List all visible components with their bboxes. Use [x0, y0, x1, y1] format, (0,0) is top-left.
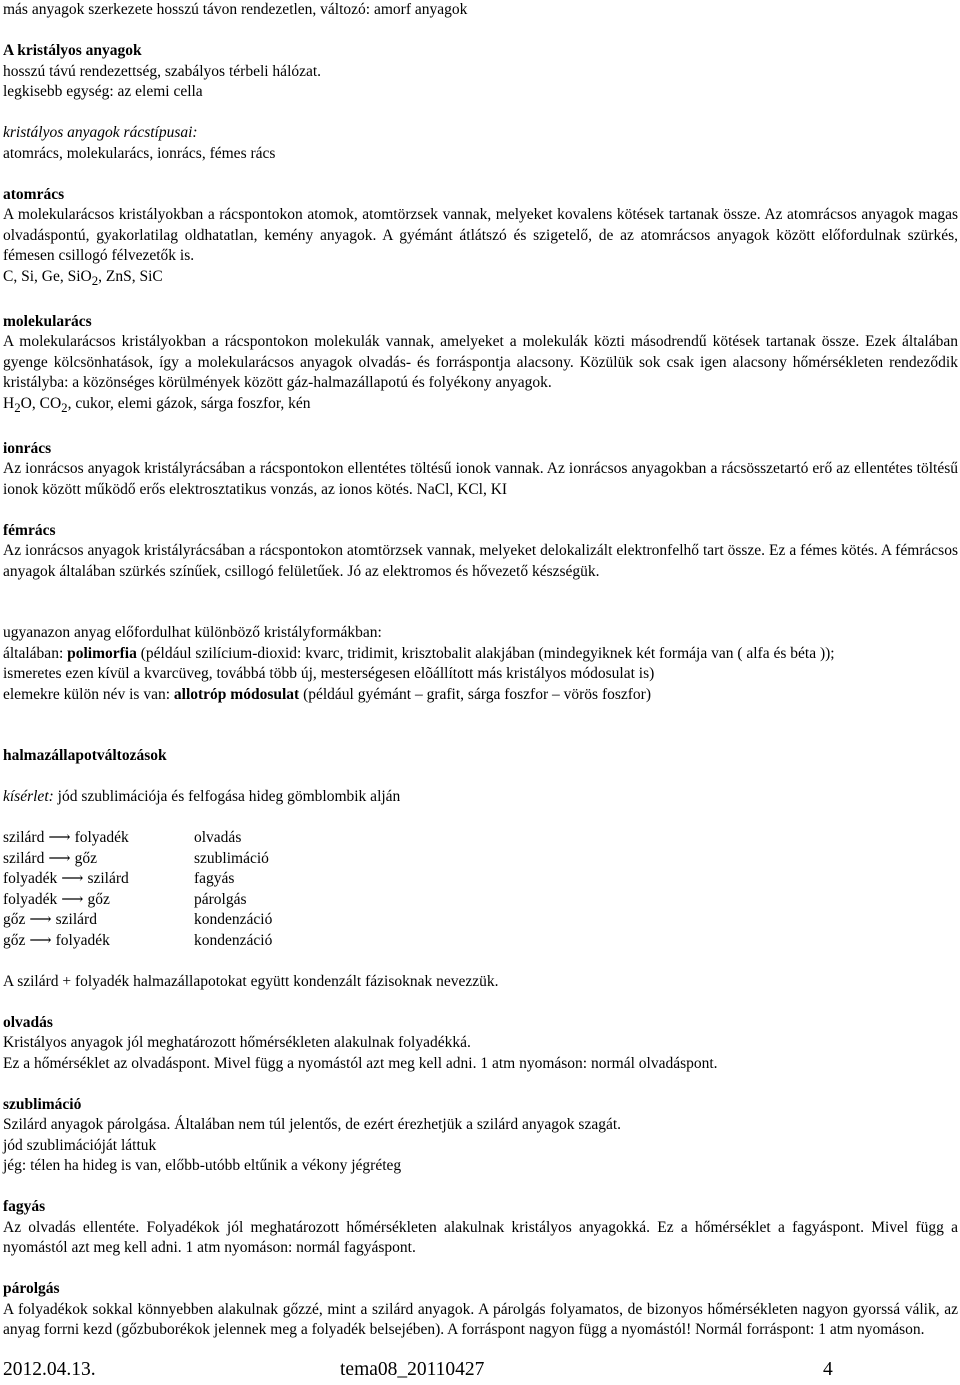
polymorph-line-1: általában: polimorfia (például szilícium-dioxid: kvarc, tridimit, krisztobalit alakjában (mindegyiknek két formája van ( alfa és béta )); — [3, 644, 835, 662]
fagyas-text: Az olvadás ellentéte. Folyadékok jól meghatározott hőmérsékleten alakulnak kristályos anyagokká. Ez a hőmérséklet a fagyáspont. Mivel függ a nyomástól azt meg kell adni. 1 atm nyomáson: normál fagyáspont. — [3, 1218, 958, 1257]
polymorph-line-2: ismeretes ezen kívül a kvarcüveg, továbbá több új, mesterségesen elõállított más kristályos módosulat is) — [3, 665, 655, 683]
olvadas-heading: olvadás — [3, 1013, 53, 1031]
szublimacio-line-3: jég: télen ha hideg is van, előbb-utóbb eltűnik a vékony jégréteg — [3, 1157, 402, 1175]
transition-row: folyadék ⟶ gőz párolgás — [3, 890, 958, 911]
right-arrow-icon: ⟶ — [29, 931, 52, 949]
crystalline-line-2: legkisebb egység: az elemi cella — [3, 83, 203, 100]
phase-summary: A szilárd + folyadék halmazállapotokat együtt kondenzált fázisoknak nevezzük. — [3, 972, 499, 990]
szublimacio-line-2: jód szublimációját láttuk — [3, 1136, 157, 1154]
molekularacs-examples: $H_2O$, $CO_2$, cukor, elemi gázok, sárga foszfor, kén — [3, 394, 311, 415]
atomracs-examples: C, Si, Ge, SiO$_2$, ZnS, SiC — [3, 267, 163, 288]
footer-date: 2012.04.13. — [3, 1359, 96, 1380]
ionracs-text: Az ionrácsos anyagok kristályrácsában a rácspontokon ellentétes töltésű ionok vannak. Az ionrácsos anyagokban a rácsösszetartó erő az ellentétes töltésű ionok között működő erős elektrosztatikus vonzás, az ionos kötés. NaCl, KCl, KI — [3, 460, 958, 498]
right-arrow-icon: ⟶ — [48, 849, 71, 867]
olvadas-line-1: Kristályos anyagok jól meghatározott hőmérsékleten alakulnak folyadékká. — [3, 1034, 471, 1052]
right-arrow-icon: ⟶ — [61, 870, 84, 888]
fagyas-heading: fagyás — [3, 1198, 46, 1216]
parolgas-text: A folyadékok sokkal könnyebben alakulnak gőzzé, mint a szilárd anyagok. A párolgás folyamatos, de bizonyos hőmérsékleten nagyon gyorssá válik, az anyag forrni kezd (gőzbuborékok jelennek meg a folyadék belsejében). A forráspont nagyon függ a nyomástól! Normál forráspont: 1 atm nyomáson. — [3, 1300, 958, 1339]
parolgas-heading: párolgás — [3, 1280, 60, 1298]
right-arrow-icon: ⟶ — [29, 911, 52, 929]
crystalline-line-1: hosszú távú rendezettség, szabályos térbeli hálózat. — [3, 62, 322, 80]
lattice-types-list: atomrács, molekularács, ionrács, fémes rács — [3, 144, 276, 162]
szublimacio-heading: szublimáció — [3, 1095, 82, 1113]
transition-row: gőz ⟶ folyadék kondenzáció — [3, 931, 958, 952]
polymorph-line-3: elemekre külön név is van: allotróp módosulat (például gyémánt – grafit, sárga foszfor – vörös foszfor) — [3, 685, 651, 703]
atomracs-heading: atomrács — [3, 185, 65, 203]
experiment-line: kísérlet: jód szublimációja és felfogása hideg gömblombik alján — [3, 788, 401, 806]
footer-filename: tema08_20110427 — [340, 1359, 485, 1380]
ionracs-heading: ionrács — [3, 439, 52, 457]
right-arrow-icon: ⟶ — [61, 890, 84, 908]
amorphous-line: más anyagok szerkezete hosszú távon rendezetlen, változó: amorf anyagok — [3, 1, 468, 18]
document-page — [3, 0, 958, 1341]
crystalline-heading: A kristályos anyagok — [3, 42, 142, 59]
transition-row: szilárd ⟶ gőz szublimáció — [3, 849, 958, 870]
femracs-text: Az ionrácsos anyagok kristályrácsában a rácspontokon atomtörzsek vannak, melyeket delokalizált elektronfelhő tart össze. Ez a fémes kötés. A fémrácsos anyagok általában szürkés színűek, csillogó felületűek. Jó az elektromos és hővezető készségük. — [3, 542, 958, 580]
polymorph-intro: ugyanazon anyag előfordulhat különböző kristályformákban: — [3, 624, 382, 642]
transition-row: szilárd ⟶ folyadék olvadás — [3, 828, 958, 849]
molekularacs-heading: molekularács — [3, 312, 92, 330]
transition-list — [3, 828, 958, 951]
transition-row: folyadék ⟶ szilárd fagyás — [3, 869, 958, 890]
phase-heading: halmazállapotváltozások — [3, 747, 167, 765]
page-footer — [3, 1357, 833, 1383]
femracs-heading: fémrács — [3, 521, 56, 539]
page-number: 4 — [823, 1359, 833, 1380]
transition-row: gőz ⟶ szilárd kondenzáció — [3, 910, 958, 931]
olvadas-line-2: Ez a hőmérséklet az olvadáspont. Mivel függ a nyomástól azt meg kell adni. 1 atm nyomáson: normál olvadáspont. — [3, 1054, 718, 1072]
atomracs-text: A molekularácsos kristályokban a rácspontokon atomok, atomtörzsek vannak, melyeket kovalens kötések tartanak össze. Az atomrácsos anyagok magas olvadáspontú, gyakorlatilag oldhatatlan, kemény anyagok. A gyémánt átlátszó és szigetelő, de az atomrácsos anyagok között előfordulnak szürkés, fémesen csillogó félvezetők is. — [3, 206, 958, 264]
szublimacio-line-1: Szilárd anyagok párolgása. Általában nem túl jelentős, de ezért érezhetjük a szilárd anyagok szagát. — [3, 1116, 622, 1134]
right-arrow-icon: ⟶ — [48, 829, 71, 847]
lattice-types-label: kristályos anyagok rácstípusai: — [3, 124, 198, 141]
molekularacs-text: A molekularácsos kristályokban a rácspontokon molekulák vannak, amelyeket a molekulák közti másodrendű kötések tartanak össze. Ezek általában gyenge kölcsönhatások, így a molekularácsos anyagok olvadás- és forráspontja alacsony. Közülük sok csak igen alacsony hőmérsékleten rendeződik kristályba: a közönséges körülmények között gáz-halmazállapotú és folyékony anyagok. — [3, 333, 958, 392]
